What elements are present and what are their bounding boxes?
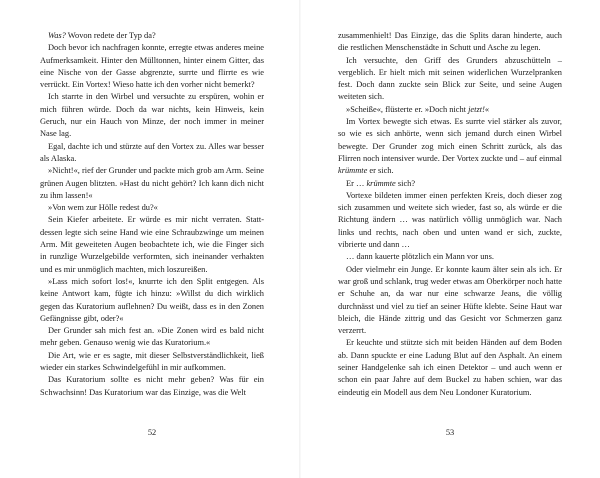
- paragraph: Der Grunder sah mich fest an. »Die Zonen wird es bald nicht mehr geben. Genauso wenig wie das Kuratorium.«: [40, 326, 264, 348]
- paragraph: Oder vielmehr ein Junge. Er konnte kaum älter sein als ich. Er war groß und schlank, trug weder etwas am Oberkörper noch hatte er Schuhe an, da war nur eine schwarze Jeans, die völlig durchnässt und viel zu tief an seiner Hüfte klebte. Seine Haut war bleich, die Hände zittrig und das Gesicht vor Schmerzen ganz verzerrt.: [338, 264, 562, 336]
- page-number-left: 52: [147, 428, 157, 437]
- paragraph: Sein Kiefer arbeitete. Er würde es mir nicht verraten. Stattdessen legte sich seine Hand wie eine Schraubzwinge um meinen Arm. Mit geweiteten Augen beobachtete ich, wie die Finger sich in runzlige Wurzelgebilde verformten, sich ineinander verhakten und es mir unmöglich machten, mich loszureißen.: [40, 215, 264, 274]
- paragraph: Vortexe bildeten immer einen perfekten Kreis, doch dieser zog sich zusammen und weitete sich wieder, fast so, als würde er die Richtung ändern … was natürlich völlig unmöglich war. Nach links und rechts, nach oben und unten wand er sich, zuckte, vibrierte und dann …: [338, 190, 562, 250]
- page-number-right: 53: [445, 428, 455, 437]
- paragraph: Im Vortex bewegte sich etwas. Es surrte viel stärker als zuvor, so wie es sich anhörte, wenn sich jemand durch einen Wirbel bewegte. Der Grunder zog mich einen Schritt zurück, als das Flirren noch intensiver wurde. Der Vortex zuckte und – auf einmal krümmte er sich.: [338, 117, 562, 176]
- paragraph: Er keuchte und stützte sich mit beiden Händen auf dem Boden ab. Dann spuckte er eine Ladung Blut auf den Asphalt. An einem seiner Handgelenke sah ich einen Detektor – und auch wenn er schon ein paar Jahre auf dem Buckel zu haben schien, war das eindeutig ein Modell aus dem Neu Londoner Kuratorium.: [338, 338, 562, 397]
- paragraph: Ich starrte in den Wirbel und versuchte zu erspüren, wohin er mich führen würde. Doch da war nichts, kein Hinweis, kein Geruch, nur ein Hauch von Minze, der noch immer in meiner Nase lag.: [40, 92, 264, 139]
- paragraph: »Scheiße«, flüsterte er. »Doch nicht jetzt!«: [346, 104, 490, 114]
- paragraph: Doch bevor ich nachfragen konnte, erregte etwas anderes meine Aufmerksamkeit. Hinter den Mülltonnen, hinter einem Gitter, das eine Nische von der Gasse abgrenzte, surrte und flirrte es wie verrückt. Ein Vortex! Wieso hatte ich den vorher nicht bemerkt?: [40, 43, 264, 90]
- page-gutter: [299, 0, 301, 478]
- left-page: [40, 30, 264, 399]
- paragraph: Ich versuchte, den Griff des Grunders abzuschütteln – vergeblich. Er hielt mich mit seinen widerlichen Wurzelpranken fest. Doch dann zuckte sein Blick zur Seite, und seine Augen weiteten sich.: [338, 55, 562, 102]
- paragraph: Was? Wovon redete der Typ da?: [48, 31, 156, 40]
- paragraph: Egal, dachte ich und stürzte auf den Vortex zu. Alles war besser als Alaska.: [40, 141, 264, 163]
- paragraph: »Von wem zur Hölle redest du?«: [48, 203, 158, 213]
- paragraph: »Nicht!«, rief der Grunder und packte mich grob am Arm. Seine grünen Augen blitzten. »Hast du nicht gehört? Ich kann dich nicht zu ihm lassen!«: [40, 166, 264, 200]
- paragraph: Die Art, wie er es sagte, mit dieser Selbstverständlichkeit, ließ wieder ein starkes Schwindelgefühl in mir aufkommen.: [40, 350, 264, 373]
- paragraph: Er … krümmte sich?: [346, 178, 416, 188]
- paragraph: »Lass mich sofort los!«, knurrte ich den Split entgegen. Als keine Antwort kam, fügte ich hinzu: »Willst du dich wirklich gegen das Kuratorium auflehnen? Du weißt, dass es in den Zonen Gefängnisse gibt, oder?«: [40, 276, 264, 323]
- paragraph: zusammenhielt! Das Einzige, das die Splits daran hinderte, auch die restlichen Menschenstädte in Schutt und Asche zu legen.: [338, 31, 562, 53]
- right-page: [338, 30, 562, 399]
- paragraph: Das Kuratorium sollte es nicht mehr geben? Was für ein Schwachsinn! Das Kuratorium war das Einzige, was die Welt: [40, 375, 264, 397]
- paragraph: … dann kauerte plötzlich ein Mann vor uns.: [346, 252, 494, 262]
